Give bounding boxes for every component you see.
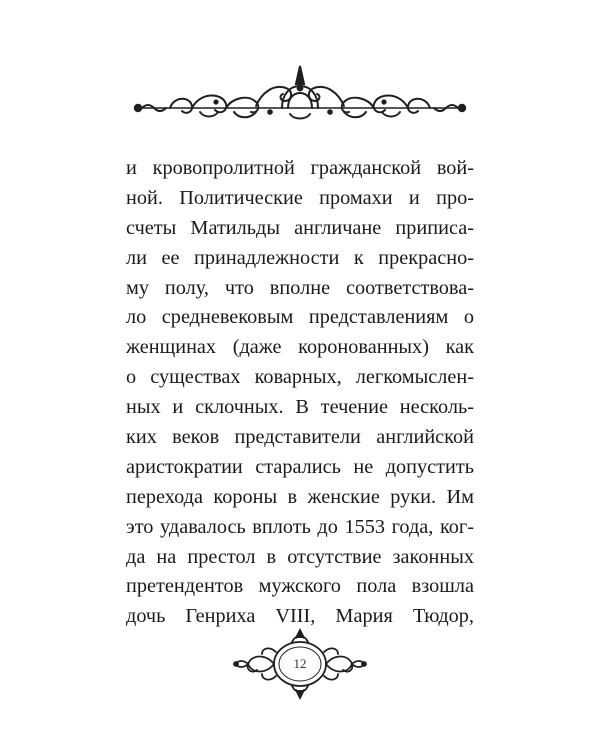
- text-line: ных и склочных. В течение несколь-: [126, 396, 474, 419]
- text-line: да на престол в отсутствие законных: [126, 545, 474, 568]
- scroll-ornament-icon: [130, 62, 470, 134]
- text-line: ких веков представители английской: [126, 426, 474, 449]
- text-line: перехода короны в женские руки. Им: [126, 485, 474, 508]
- text-line: претендентов мужского пола взошла: [126, 575, 474, 598]
- text-line: му полу, что вполне соответствова-: [126, 276, 474, 299]
- body-text: [126, 154, 474, 632]
- text-line: женщинах (даже коронованных) как: [126, 336, 474, 359]
- text-line: о существах коварных, легкомыслен-: [126, 366, 474, 389]
- text-line: это удавалось вплоть до 1553 года, ког-: [126, 515, 474, 538]
- text-line: ло средневековым представлениям о: [126, 306, 474, 329]
- text-line: счеты Матильды англичане приписа-: [126, 216, 474, 239]
- page-number: 12: [293, 656, 307, 671]
- text-line: аристократии старались не допустить: [126, 455, 474, 478]
- text-line: и кровопролитной гражданской вой-: [126, 157, 474, 179]
- text-line: ной. Политические промахи и про-: [126, 186, 474, 209]
- text-line: дочь Генриха VIII, Мария Тюдор,: [126, 605, 474, 628]
- text-line: ли ее принадлежности к прекрасно-: [126, 246, 474, 269]
